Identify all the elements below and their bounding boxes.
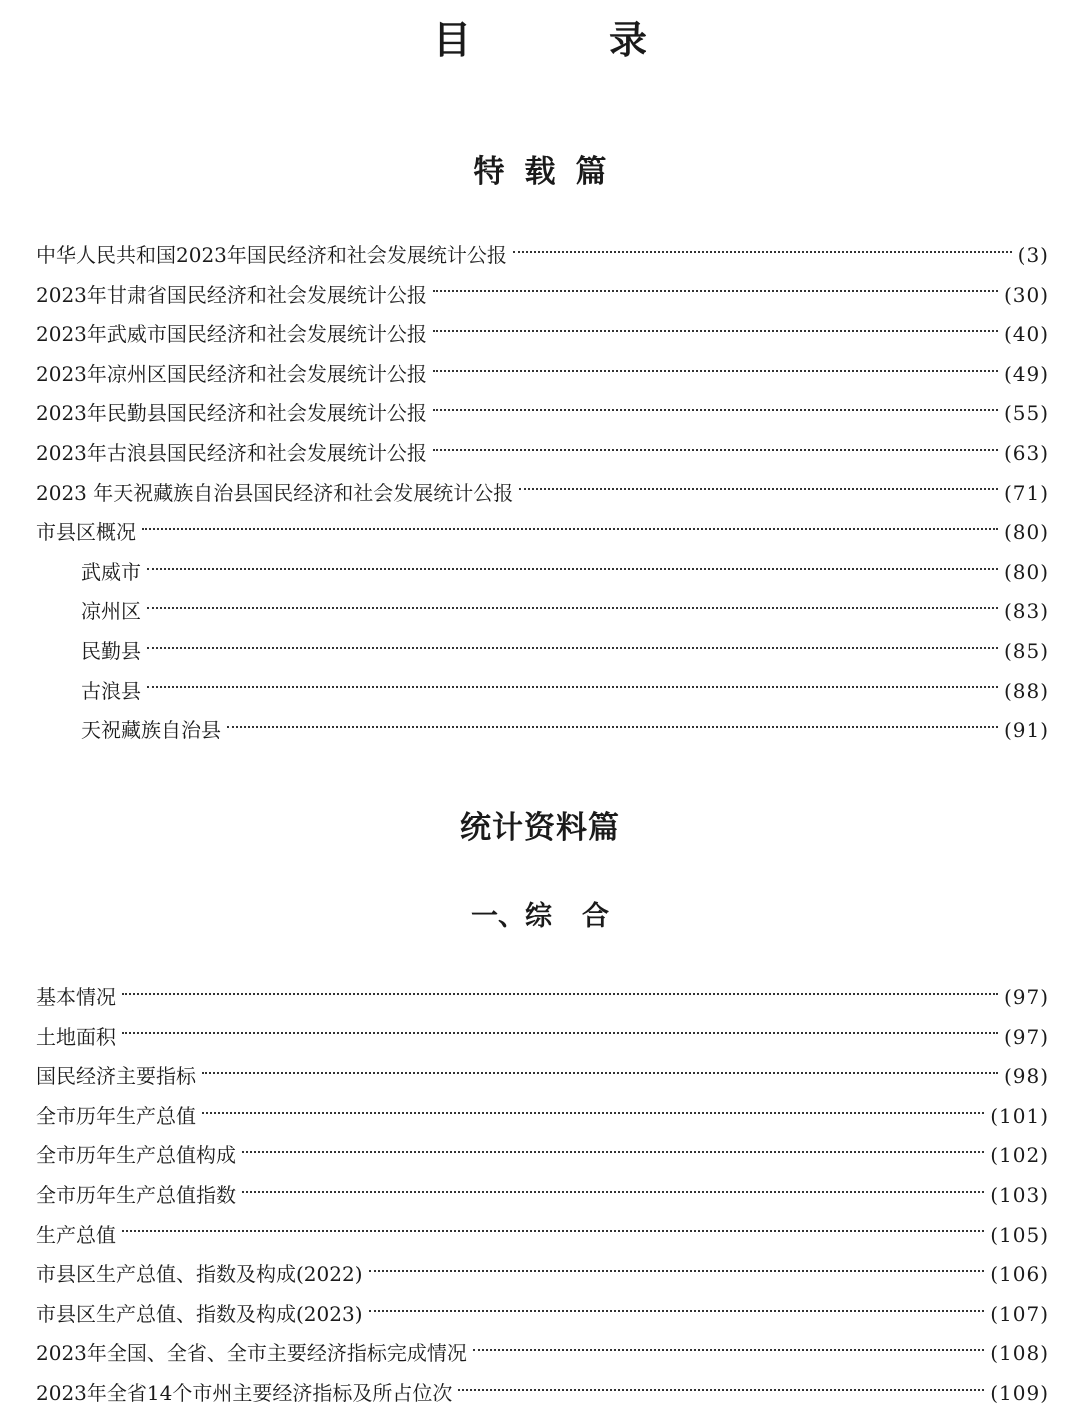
toc-entry-page-number: (107) — [990, 1301, 1049, 1326]
toc-entry-page-number: (71) — [1003, 480, 1049, 505]
toc-entry-page-number: (97) — [1003, 985, 1049, 1009]
toc-leader-dots — [122, 993, 998, 995]
toc-list-special — [36, 236, 1049, 751]
toc-entry-page-number: (30) — [1003, 282, 1049, 307]
toc-list-statistics — [36, 978, 1049, 1414]
toc-entry-page-number: (85) — [1003, 638, 1049, 663]
toc-leader-dots — [147, 647, 998, 649]
toc-entry[interactable] — [36, 592, 1049, 632]
toc-entry[interactable] — [36, 236, 1049, 276]
toc-leader-dots — [513, 251, 1012, 253]
toc-entry-page-number: (88) — [1003, 678, 1049, 703]
toc-entry-label: 2023年全国、全省、全市主要经济指标完成情况 — [36, 1341, 467, 1366]
toc-entry-page-number: (97) — [1003, 1024, 1049, 1049]
toc-leader-dots — [433, 449, 998, 451]
toc-leader-dots — [433, 370, 998, 372]
toc-leader-dots — [433, 330, 998, 332]
toc-entry[interactable] — [36, 1374, 1049, 1414]
toc-entry-label: 凉州区 — [81, 599, 141, 624]
toc-entry-label: 全市历年生产总值构成 — [36, 1143, 236, 1168]
toc-entry-label: 市县区生产总值、指数及构成(2023) — [36, 1301, 363, 1326]
toc-entry-label: 2023年武威市国民经济和社会发展统计公报 — [36, 322, 427, 347]
toc-entry-label: 2023年全省14个市州主要经济指标及所占位次 — [36, 1380, 453, 1405]
toc-entry-page-number: (3) — [1017, 243, 1049, 267]
toc-entry-label: 民勤县 — [81, 638, 141, 663]
toc-entry-label: 中华人民共和国2023年国民经济和社会发展统计公报 — [36, 243, 507, 267]
toc-entry-page-number: (108) — [990, 1341, 1049, 1366]
toc-leader-dots — [242, 1151, 984, 1153]
toc-entry-label: 市县区生产总值、指数及构成(2022) — [36, 1262, 363, 1287]
toc-entry-label: 国民经济主要指标 — [36, 1064, 196, 1089]
toc-entry-label: 基本情况 — [36, 985, 116, 1009]
toc-entry[interactable] — [36, 978, 1049, 1018]
toc-entry-label: 全市历年生产总值指数 — [36, 1182, 236, 1207]
toc-entry[interactable] — [36, 553, 1049, 593]
toc-entry[interactable] — [36, 1216, 1049, 1256]
toc-leader-dots — [519, 488, 998, 490]
toc-leader-dots — [122, 1230, 984, 1232]
toc-entry[interactable] — [36, 474, 1049, 514]
toc-leader-dots — [202, 1112, 984, 1114]
toc-entry-page-number: (98) — [1003, 1064, 1049, 1089]
toc-leader-dots — [433, 409, 998, 411]
toc-entry[interactable] — [36, 513, 1049, 553]
toc-entry-page-number: (80) — [1003, 559, 1049, 584]
toc-entry[interactable] — [36, 1176, 1049, 1216]
toc-entry-page-number: (49) — [1003, 361, 1049, 386]
toc-entry-label: 土地面积 — [36, 1024, 116, 1049]
toc-entry-label: 全市历年生产总值 — [36, 1103, 196, 1128]
toc-entry[interactable] — [36, 394, 1049, 434]
toc-entry-label: 生产总值 — [36, 1222, 116, 1247]
toc-entry-label: 古浪县 — [81, 678, 141, 703]
toc-entry-page-number: (109) — [990, 1380, 1049, 1405]
toc-entry-label: 2023年凉州区国民经济和社会发展统计公报 — [36, 361, 427, 386]
toc-leader-dots — [202, 1072, 998, 1074]
toc-entry[interactable] — [36, 711, 1049, 751]
toc-entry[interactable] — [36, 315, 1049, 355]
toc-entry-label: 天祝藏族自治县 — [81, 718, 221, 743]
toc-leader-dots — [142, 528, 998, 530]
toc-entry[interactable] — [36, 1018, 1049, 1058]
toc-entry-label: 2023年古浪县国民经济和社会发展统计公报 — [36, 440, 427, 465]
subsection-title-general — [0, 895, 1080, 939]
section-title-statistics: 统计资料篇 — [460, 810, 620, 846]
toc-entry-page-number: (80) — [1003, 520, 1049, 545]
toc-entry-label: 市县区概况 — [36, 520, 136, 545]
toc-entry[interactable] — [36, 672, 1049, 712]
toc-leader-dots — [147, 686, 998, 688]
toc-entry[interactable] — [36, 1097, 1049, 1137]
toc-leader-dots — [147, 568, 998, 570]
subsection-title-part-a: 一、综 — [471, 901, 552, 932]
toc-entry-page-number: (102) — [990, 1143, 1049, 1168]
toc-leader-dots — [122, 1032, 998, 1034]
toc-entry[interactable] — [36, 1255, 1049, 1295]
toc-entry[interactable] — [36, 1136, 1049, 1176]
toc-entry-label: 2023 年天祝藏族自治县国民经济和社会发展统计公报 — [36, 480, 514, 505]
toc-entry-page-number: (55) — [1003, 401, 1049, 426]
toc-entry-page-number: (103) — [990, 1182, 1049, 1207]
toc-leader-dots — [473, 1349, 984, 1351]
toc-leader-dots — [242, 1191, 984, 1193]
toc-entry-page-number: (101) — [990, 1103, 1049, 1128]
toc-entry[interactable] — [36, 1057, 1049, 1097]
toc-entry[interactable] — [36, 434, 1049, 474]
toc-entry[interactable] — [36, 276, 1049, 316]
toc-entry-page-number: (105) — [990, 1222, 1049, 1247]
subsection-title-part-b: 合 — [582, 901, 609, 932]
toc-entry-page-number: (83) — [1003, 599, 1049, 624]
toc-leader-dots — [369, 1270, 985, 1272]
toc-entry[interactable] — [36, 1295, 1049, 1335]
toc-leader-dots — [458, 1389, 984, 1391]
toc-entry[interactable] — [36, 632, 1049, 672]
toc-entry-label: 武威市 — [81, 559, 141, 584]
toc-entry-page-number: (63) — [1003, 440, 1049, 465]
toc-entry-page-number: (40) — [1003, 322, 1049, 347]
toc-entry-label: 2023年甘肃省国民经济和社会发展统计公报 — [36, 282, 427, 307]
toc-entry-page-number: (91) — [1003, 718, 1049, 743]
page-title: 目 录 — [432, 18, 697, 62]
toc-entry-label: 2023年民勤县国民经济和社会发展统计公报 — [36, 401, 427, 426]
toc-leader-dots — [433, 290, 998, 292]
toc-entry-page-number: (106) — [990, 1262, 1049, 1287]
toc-leader-dots — [369, 1310, 985, 1312]
toc-leader-dots — [227, 726, 998, 728]
toc-leader-dots — [147, 607, 998, 609]
section-title-special: 特载篇 — [473, 154, 627, 190]
toc-entry[interactable] — [36, 1334, 1049, 1374]
toc-entry[interactable] — [36, 355, 1049, 395]
